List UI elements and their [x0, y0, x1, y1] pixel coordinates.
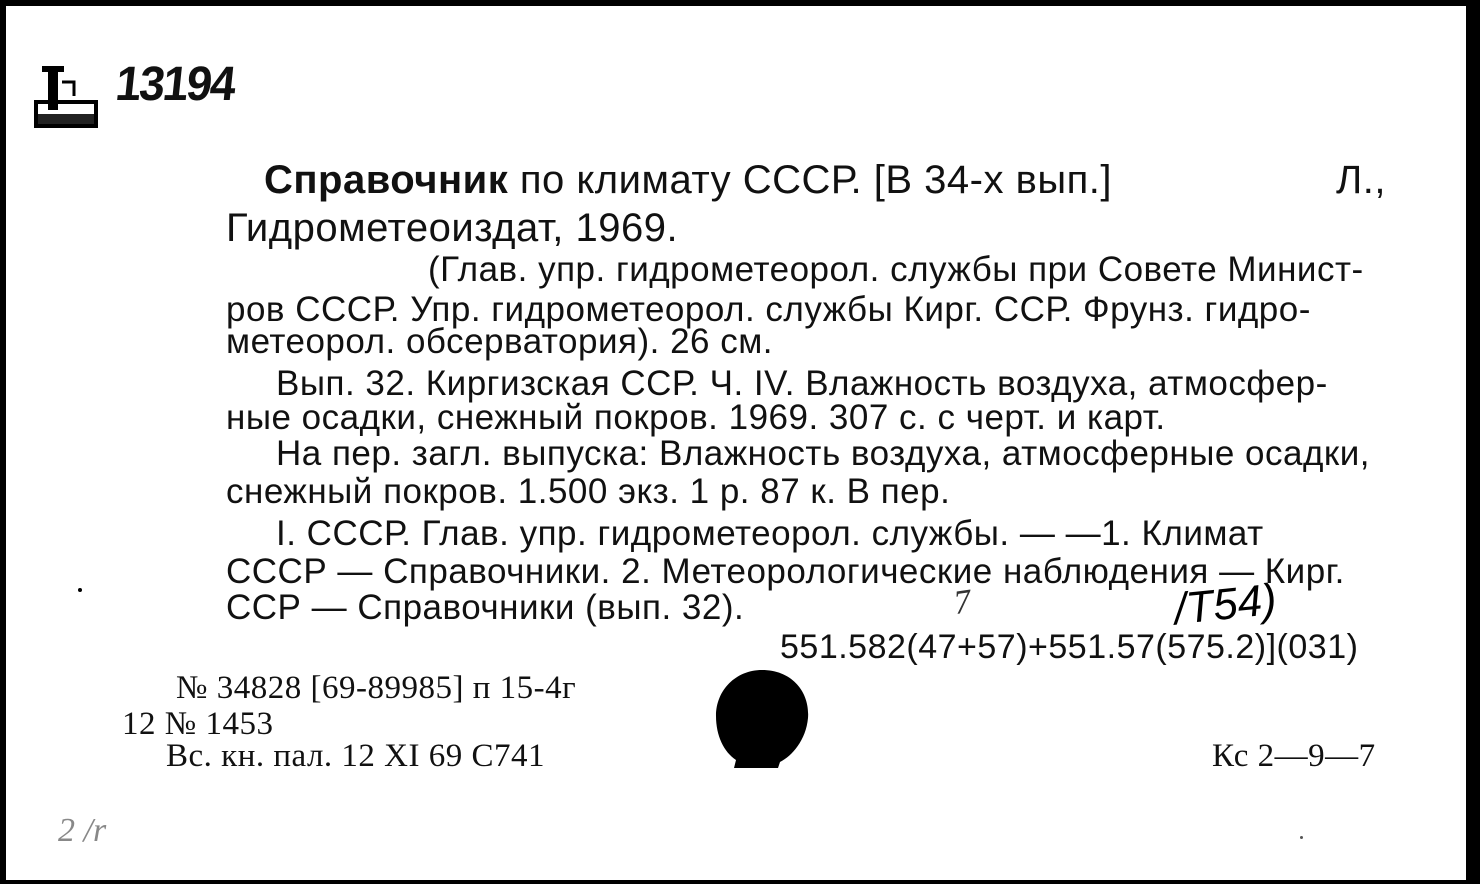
publication-place: Л., — [1336, 158, 1386, 202]
order-line: № 34828 [69-89985] п 15-4г — [176, 670, 577, 706]
title-line — [264, 158, 1112, 203]
title-rest: по климату СССР. [В 34-х вып.] — [508, 158, 1112, 202]
publisher-line: Гидрометеоиздат, 1969. — [226, 206, 679, 250]
body-line: СССР — Справочники. 2. Метеорологические наблюдения — Кирг. — [226, 552, 1345, 591]
body-line: ров СССР. Упр. гидрометеорол. службы Кирг. ССР. Фрунз. гидро- — [226, 290, 1311, 329]
price-code: Кс 2—9—7 — [1212, 738, 1376, 774]
body-line: метеорол. обсерватория). 26 см. — [226, 322, 774, 361]
title-heading: Справочник — [264, 158, 509, 202]
stray-dot — [1300, 836, 1303, 839]
handwritten-class-mark: /Т54) — [1171, 574, 1279, 635]
body-line: I. СССР. Глав. упр. гидрометеорол. службы. — —1. Климат — [276, 514, 1264, 553]
book-chamber-line: Вс. кн. пал. 12 XI 69 С741 — [166, 738, 545, 774]
udc-index: 551.582(47+57)+551.57(575.2)](031) — [780, 628, 1359, 666]
body-line: снежный покров. 1.500 экз. 1 р. 87 к. В пер. — [226, 472, 951, 511]
body-line: Вып. 32. Киргизская ССР. Ч. IV. Влажность воздуха, атмосфер- — [276, 364, 1328, 403]
punch-hole-icon — [714, 668, 810, 768]
body-line: (Глав. упр. гидрометеорол. службы при Совете Минист- — [428, 250, 1364, 289]
stray-dot — [78, 588, 82, 592]
library-stamp-icon — [34, 62, 104, 128]
body-line: ССР — Справочники (вып. 32). — [226, 588, 745, 627]
handwritten-tick: 7 — [951, 583, 974, 623]
corner-scribble: 2 /r — [58, 812, 107, 849]
number-line: 12 № 1453 — [122, 706, 274, 742]
body-line: На пер. загл. выпуска: Влажность воздуха, атмосферные осадки, — [276, 434, 1371, 473]
accession-number: 13194 — [113, 55, 237, 111]
body-line: ные осадки, снежный покров. 1969. 307 с. с черт. и карт. — [226, 398, 1166, 437]
